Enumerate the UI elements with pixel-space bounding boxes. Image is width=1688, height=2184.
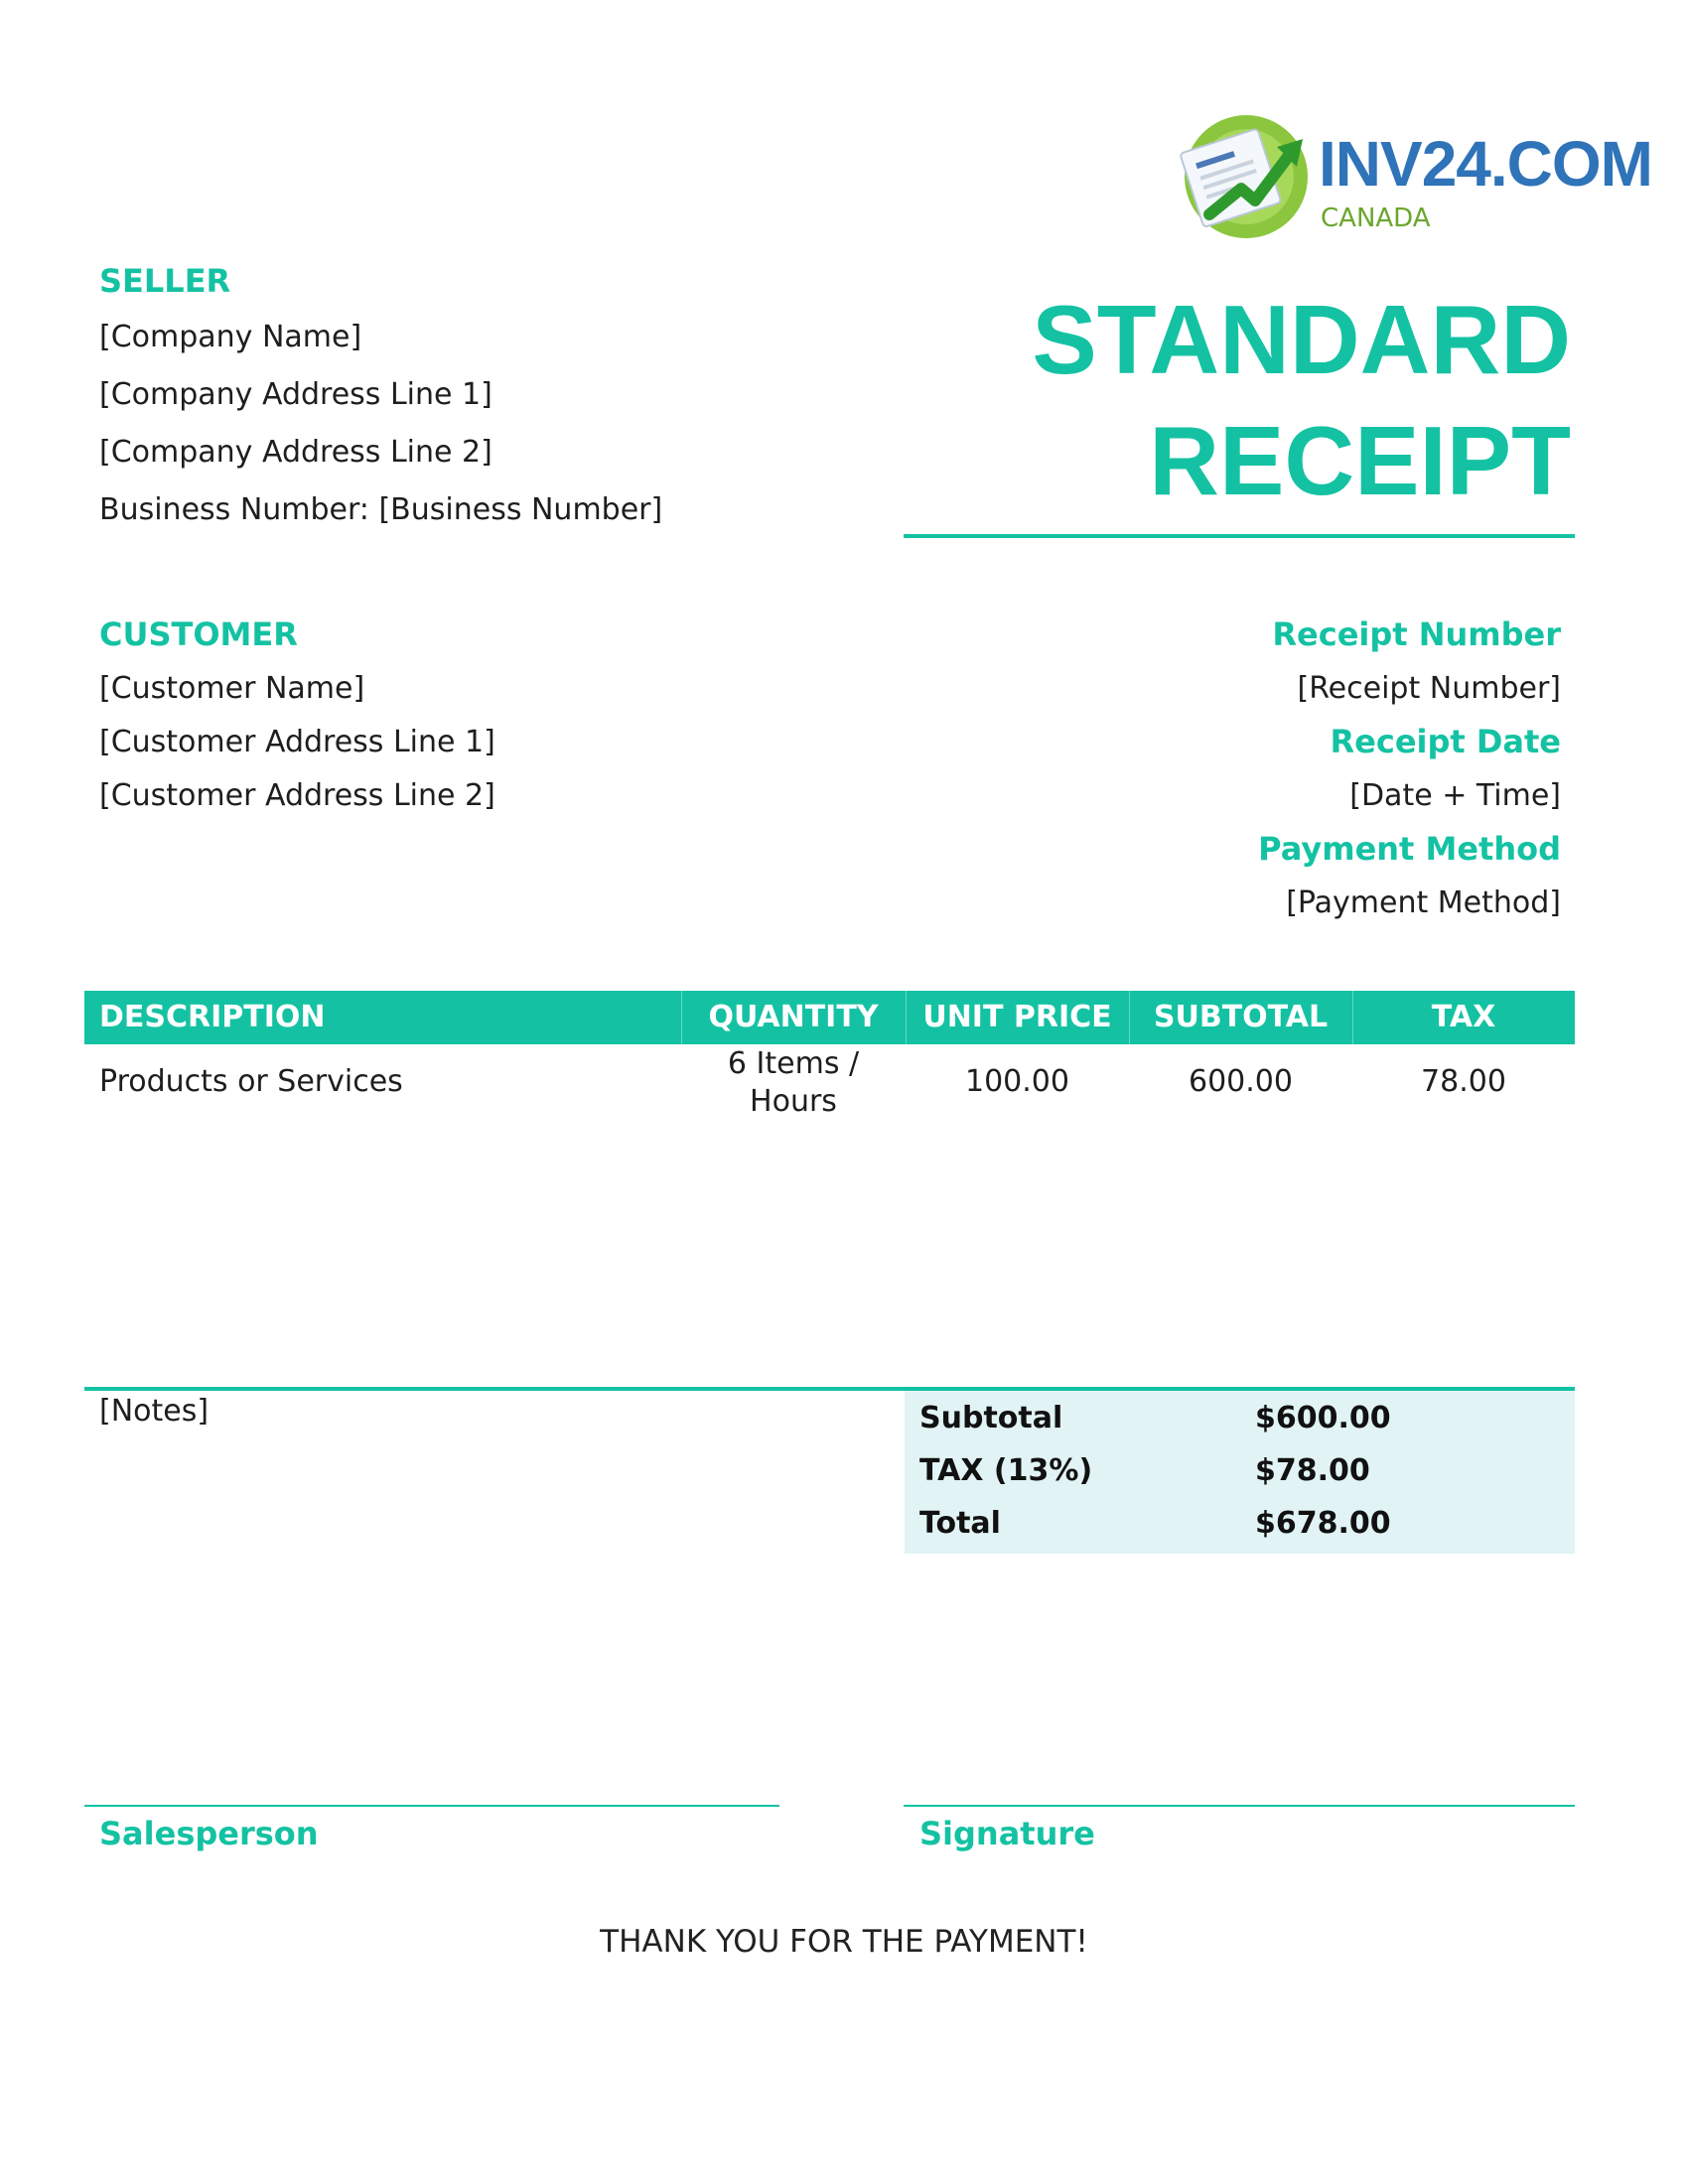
totals-total-label: Total (919, 1506, 1001, 1541)
seller-address-1: [Company Address Line 1] (99, 377, 492, 412)
col-subtotal: SUBTOTAL (1153, 1000, 1329, 1034)
items-table-header (84, 991, 1575, 1044)
signature-label: Signature (919, 1815, 1095, 1852)
payment-method-label: Payment Method (1258, 830, 1561, 868)
seller-label: SELLER (99, 262, 231, 300)
receipt-date-value: [Date + Time] (1349, 778, 1561, 813)
row-tax: 78.00 (1421, 1064, 1506, 1099)
customer-address-2: [Customer Address Line 2] (99, 778, 495, 813)
salesperson-label: Salesperson (99, 1815, 319, 1852)
thank-you-message: THANK YOU FOR THE PAYMENT! (600, 1924, 1088, 1960)
col-description: DESCRIPTION (99, 1000, 326, 1034)
receipt-number-label: Receipt Number (1272, 615, 1561, 653)
seller-address-2: [Company Address Line 2] (99, 435, 492, 470)
customer-address-1: [Customer Address Line 1] (99, 725, 495, 759)
title-line-1: STANDARD (1032, 285, 1571, 394)
totals-subtotal-label: Subtotal (919, 1401, 1063, 1435)
totals-tax-value: $78.00 (1255, 1453, 1370, 1488)
title-line-2: RECEIPT (1149, 406, 1571, 515)
totals-tax-label: TAX (13%) (919, 1453, 1093, 1488)
col-tax: TAX (1431, 1000, 1496, 1034)
col-quantity: QUANTITY (708, 1000, 879, 1034)
customer-label: CUSTOMER (99, 615, 298, 653)
totals-panel (905, 1391, 1575, 1554)
seller-business-number: Business Number: [Business Number] (99, 492, 663, 527)
receipt-number-value: [Receipt Number] (1297, 671, 1561, 706)
logo-sub: CANADA (1321, 204, 1431, 233)
seller-company-name: [Company Name] (99, 320, 362, 354)
title-divider (904, 534, 1575, 538)
table-row (84, 1044, 1575, 1134)
row-quantity-line-2: Hours (750, 1084, 837, 1119)
row-quantity-line-1: 6 Items / (727, 1046, 860, 1081)
salesperson-line (84, 1805, 779, 1807)
totals-subtotal-value: $600.00 (1255, 1401, 1391, 1435)
row-unit-price: 100.00 (965, 1064, 1069, 1099)
customer-name: [Customer Name] (99, 671, 365, 706)
receipt-date-label: Receipt Date (1330, 723, 1561, 760)
totals-total-value: $678.00 (1255, 1506, 1391, 1541)
logo-emblem-icon (1172, 107, 1321, 246)
row-subtotal: 600.00 (1189, 1064, 1293, 1099)
signature-line (904, 1805, 1575, 1807)
notes-text: [Notes] (99, 1394, 210, 1429)
payment-method-value: [Payment Method] (1286, 886, 1561, 920)
col-unit-price: UNIT PRICE (922, 1000, 1112, 1034)
row-description: Products or Services (99, 1064, 403, 1099)
logo-brand: INV24.COM (1319, 128, 1652, 200)
